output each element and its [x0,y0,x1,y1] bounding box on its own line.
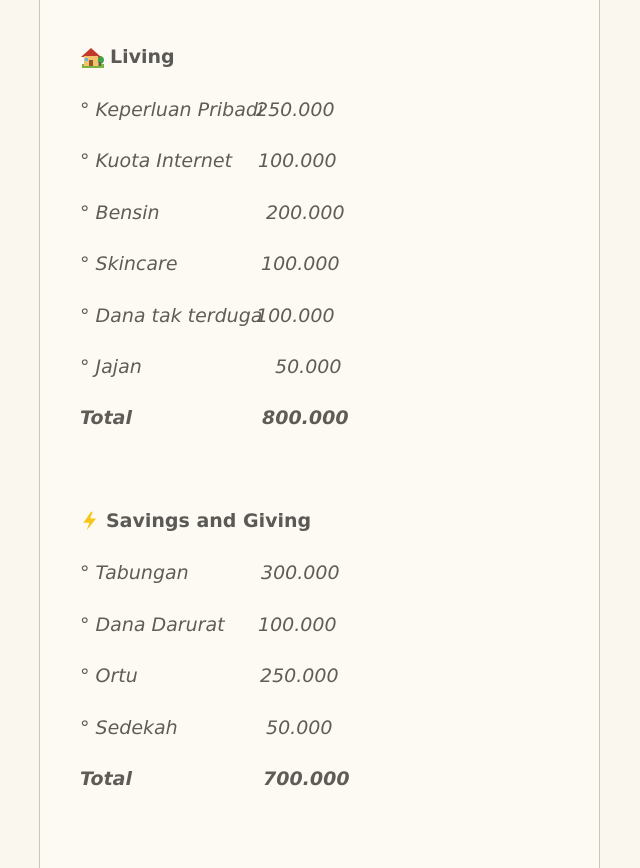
item-amount: 50.000 [275,356,342,378]
total-label: Total [80,407,132,429]
item-label: ° Bensin [80,202,160,224]
total-amount: 700.000 [263,768,350,790]
item-label: ° Dana tak terduga [80,305,263,327]
list-item [80,251,380,277]
item-amount: 300.000 [261,562,340,584]
list-item [80,663,380,689]
list-item [80,715,380,741]
item-label: ° Dana Darurat [80,614,225,636]
list-item [80,148,380,174]
item-label: ° Keperluan Pribadi [80,99,264,121]
item-label: ° Tabungan [80,562,189,584]
item-label: ° Jajan [80,356,142,378]
item-amount: 100.000 [258,614,337,636]
item-amount: 200.000 [266,202,345,224]
savings-total-row [80,766,380,792]
savings-title: Savings and Giving [106,510,312,532]
list-item [80,97,380,123]
house-with-garden-icon [80,45,106,69]
item-label: ° Ortu [80,665,138,687]
item-amount: 50.000 [266,717,333,739]
lightning-icon [80,509,102,533]
list-item [80,200,380,226]
item-amount: 100.000 [258,150,337,172]
list-item [80,612,380,638]
living-heading [80,45,175,69]
item-label: ° Skincare [80,253,178,275]
list-item [80,354,380,380]
item-label: ° Kuota Internet [80,150,233,172]
total-amount: 800.000 [262,407,349,429]
total-label: Total [80,768,132,790]
item-amount: 100.000 [261,253,340,275]
living-title: Living [110,46,175,68]
item-amount: 250.000 [256,99,335,121]
list-item [80,560,380,586]
item-amount: 100.000 [256,305,335,327]
item-amount: 250.000 [260,665,339,687]
savings-heading [80,509,311,533]
item-label: ° Sedekah [80,717,178,739]
list-item [80,303,380,329]
living-total-row [80,405,380,431]
